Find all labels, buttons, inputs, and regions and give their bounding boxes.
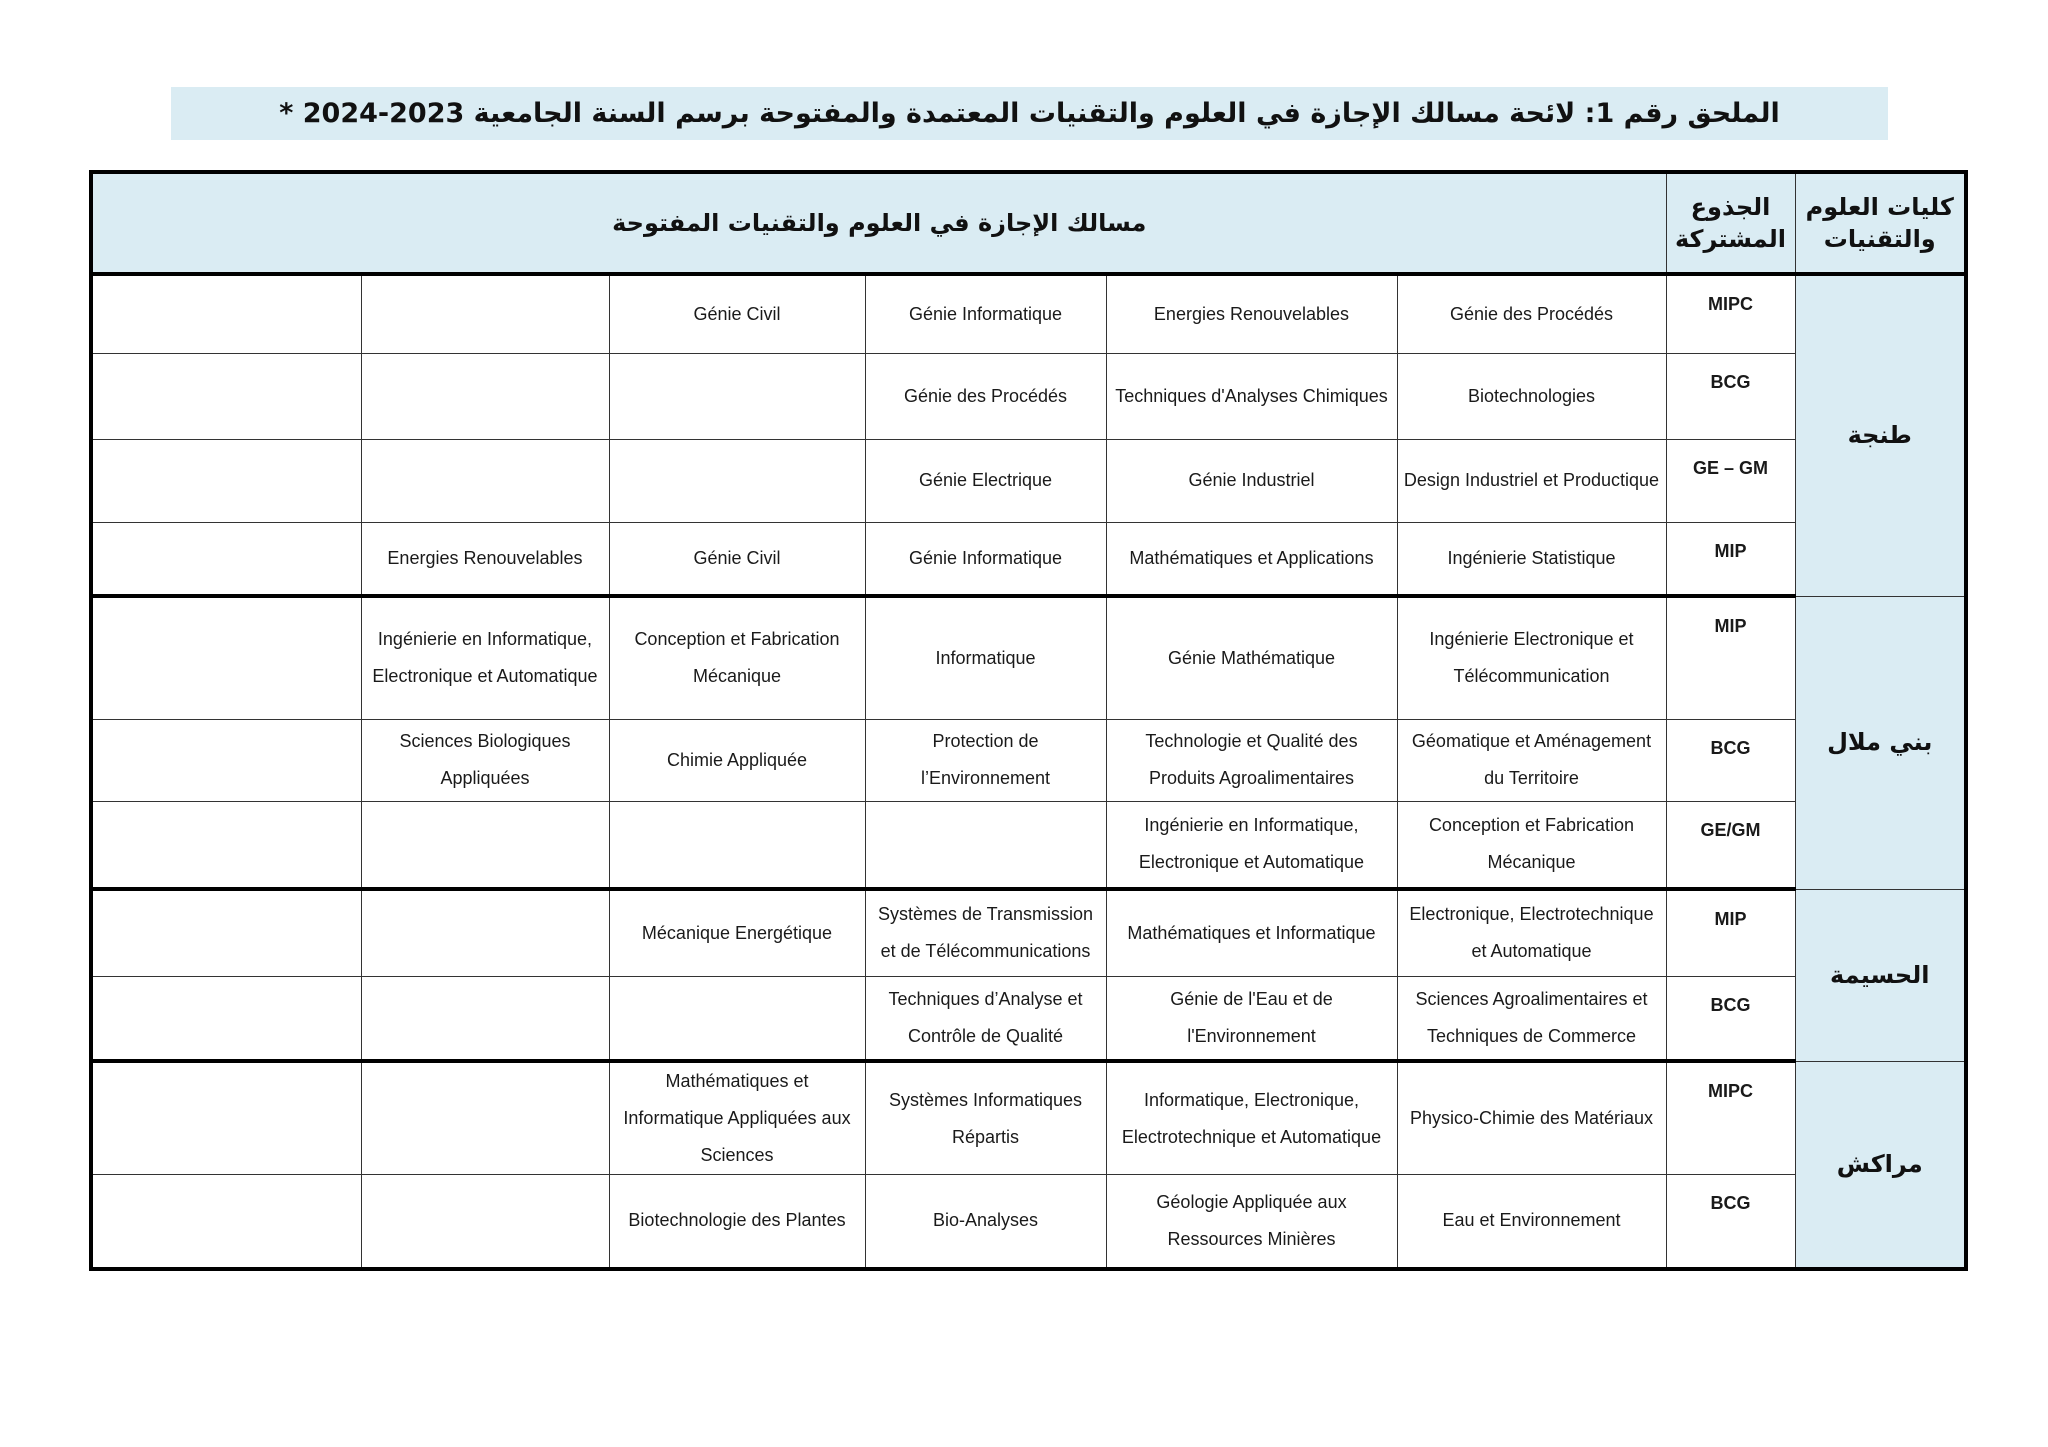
common-core-stream: BCG [1666,1175,1795,1269]
program-cell: Systèmes Informatiques Répartis [865,1061,1106,1175]
common-core-stream: MIP [1666,889,1795,976]
program-cell: Génie Industriel [1106,439,1397,522]
program-cell: Géomatique et Aménagement du Territoire [1397,719,1666,801]
program-cell [91,353,361,439]
table-row [91,719,1966,801]
program-cell: Génie Civil [609,522,865,596]
common-core-stream: GE – GM [1666,439,1795,522]
program-cell: Informatique [865,596,1106,719]
program-cell: Chimie Appliquée [609,719,865,801]
table-row [91,439,1966,522]
program-cell: Biotechnologie des Plantes [609,1175,865,1269]
program-cell: Techniques d'Analyses Chimiques [1106,353,1397,439]
program-cell [91,801,361,889]
common-core-stream: MIPC [1666,1061,1795,1175]
common-core-stream: MIP [1666,596,1795,719]
program-cell: Informatique, Electronique, Electrotechnique et Automatique [1106,1061,1397,1175]
table-row [91,274,1966,353]
program-cell [361,889,609,976]
program-cell: Protection de l’Environnement [865,719,1106,801]
program-cell: Ingénierie Electronique et Télécommunication [1397,596,1666,719]
table-row [91,801,1966,889]
common-core-stream: BCG [1666,353,1795,439]
program-cell: Energies Renouvelables [361,522,609,596]
program-cell [91,596,361,719]
common-core-stream: BCG [1666,719,1795,801]
program-cell: Mathématiques et Informatique [1106,889,1397,976]
program-cell: Géologie Appliquée aux Ressources Minières [1106,1175,1397,1269]
program-cell: Conception et Fabrication Mécanique [1397,801,1666,889]
program-cell: Génie des Procédés [865,353,1106,439]
program-cell [91,889,361,976]
program-cell [91,274,361,353]
table-row [91,1175,1966,1269]
document-title: الملحق رقم 1: لائحة مسالك الإجازة في العلوم والتقنيات المعتمدة والمفتوحة برسم السنة الجامعية 2023-2024 * [171,87,1888,140]
program-cell: Génie Electrique [865,439,1106,522]
program-cell: Physico-Chimie des Matériaux [1397,1061,1666,1175]
table-row [91,522,1966,596]
program-cell: Génie Mathématique [1106,596,1397,719]
program-cell: Mathématiques et Informatique Appliquées aux Sciences [609,1061,865,1175]
program-cell: Mécanique Energétique [609,889,865,976]
program-cell: Mathématiques et Applications [1106,522,1397,596]
faculty-region: الحسيمة [1795,889,1966,1061]
common-core-stream: MIP [1666,522,1795,596]
program-cell [865,801,1106,889]
program-cell: Génie Civil [609,274,865,353]
program-cell [91,522,361,596]
program-cell: Sciences Agroalimentaires et Techniques de Commerce [1397,976,1666,1061]
program-cell [91,1175,361,1269]
header-faculties: كليات العلوم والتقنيات [1795,172,1966,274]
program-cell: Sciences Biologiques Appliquées [361,719,609,801]
faculty-region: طنجة [1795,274,1966,596]
program-cell: Génie de l'Eau et de l'Environnement [1106,976,1397,1061]
program-cell [361,439,609,522]
program-cell: Ingénierie en Informatique, Electronique et Automatique [361,596,609,719]
program-cell: Génie Informatique [865,274,1106,353]
program-cell: Technologie et Qualité des Produits Agroalimentaires [1106,719,1397,801]
program-cell [91,439,361,522]
program-cell: Techniques d’Analyse et Contrôle de Qualité [865,976,1106,1061]
program-cell: Electronique, Electrotechnique et Automatique [1397,889,1666,976]
program-cell: Energies Renouvelables [1106,274,1397,353]
program-cell: Bio-Analyses [865,1175,1106,1269]
program-cell: Conception et Fabrication Mécanique [609,596,865,719]
program-cell: Ingénierie Statistique [1397,522,1666,596]
program-cell: Systèmes de Transmission et de Télécommunications [865,889,1106,976]
programs-table [89,170,1968,1271]
program-cell [609,801,865,889]
program-cell: Génie Informatique [865,522,1106,596]
table-row [91,596,1966,719]
program-cell: Biotechnologies [1397,353,1666,439]
common-core-stream: GE/GM [1666,801,1795,889]
program-cell: Génie des Procédés [1397,274,1666,353]
program-cell [361,976,609,1061]
program-cell [361,1061,609,1175]
header-programs: مسالك الإجازة في العلوم والتقنيات المفتوحة [91,172,1666,274]
common-core-stream: MIPC [1666,274,1795,353]
faculty-region: مراكش [1795,1061,1966,1269]
program-cell [609,976,865,1061]
faculty-region: بني ملال [1795,596,1966,889]
program-cell [361,353,609,439]
table-row [91,353,1966,439]
common-core-stream: BCG [1666,976,1795,1061]
table-row [91,1061,1966,1175]
table-row [91,889,1966,976]
program-cell [361,274,609,353]
program-cell [361,801,609,889]
program-cell [91,719,361,801]
program-cell [609,439,865,522]
program-cell: Design Industriel et Productique [1397,439,1666,522]
program-cell: Eau et Environnement [1397,1175,1666,1269]
program-cell [91,976,361,1061]
program-cell [361,1175,609,1269]
table-row [91,976,1966,1061]
program-cell [609,353,865,439]
header-common-core: الجذوع المشتركة [1666,172,1795,274]
program-cell [91,1061,361,1175]
program-cell: Ingénierie en Informatique, Electronique et Automatique [1106,801,1397,889]
